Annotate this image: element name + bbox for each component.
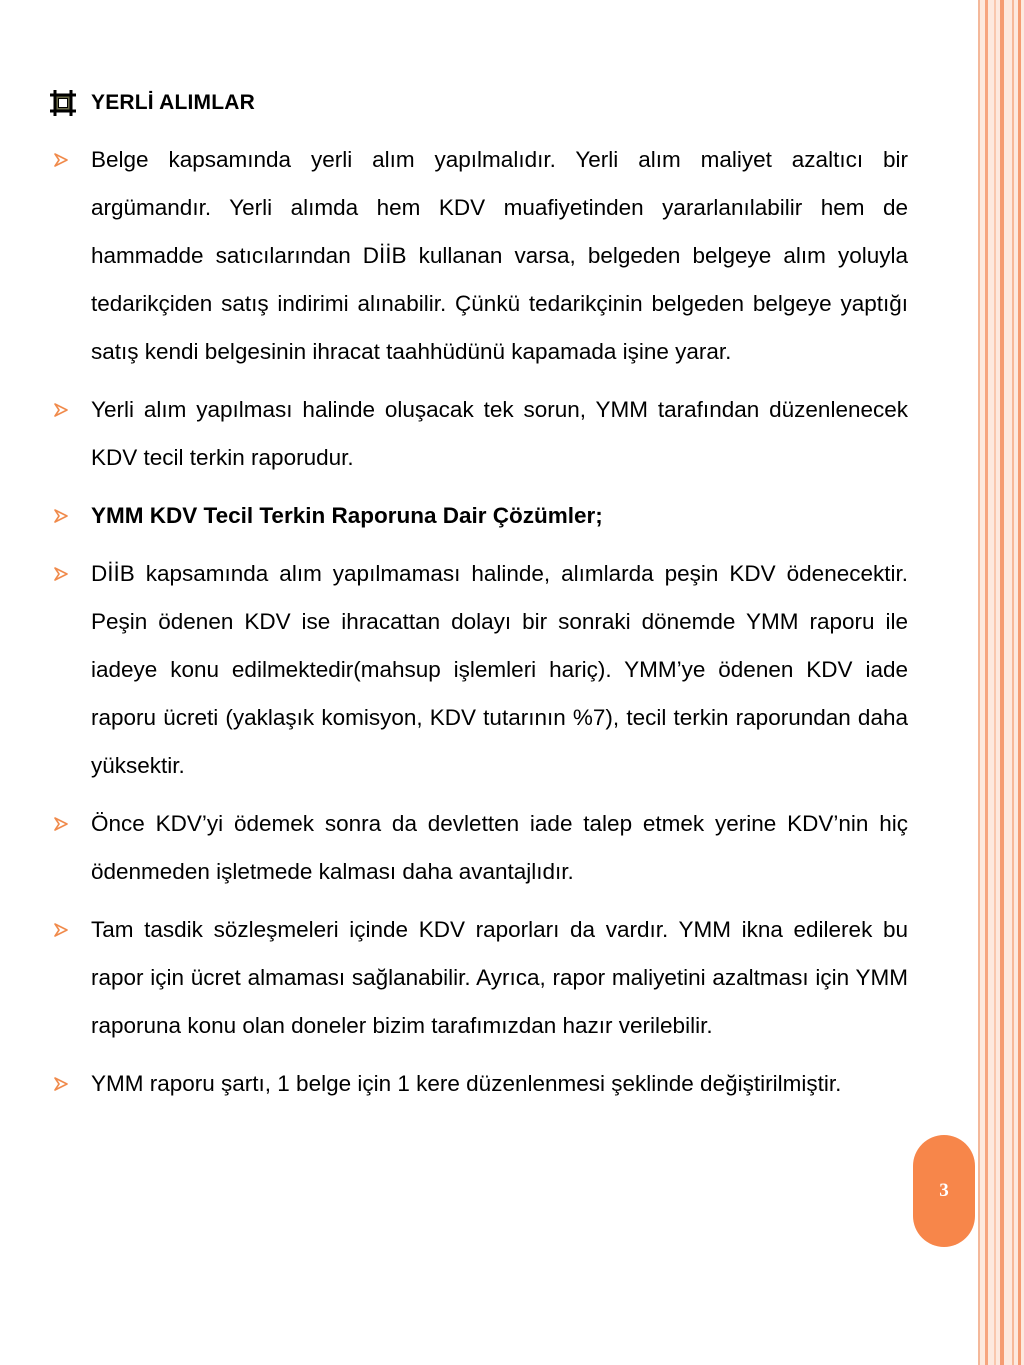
- list-item: [50, 550, 908, 790]
- arrow-bullet-icon: [50, 386, 91, 434]
- list-item: [50, 386, 908, 482]
- arrow-bullet-icon: [50, 136, 91, 184]
- bullet-text: DİİB kapsamında alım yapılmaması halinde, alımlarda peşin KDV ödenecektir. Peşin ödenen KDV ise ihracattan dolayı bir sonraki dönemde YMM raporu ile iadeye konu edilmektedir(mahsup işlemleri hariç). YMM’ye ödenen KDV iade raporu ücreti (yaklaşık komisyon, KDV tutarının %7), tecil terkin raporundan daha yüksektir.: [91, 561, 908, 778]
- bullet-text: YMM raporu şartı, 1 belge için 1 kere düzenlenmesi şeklinde değiştirilmiştir.: [91, 1071, 842, 1096]
- arrow-bullet-icon: [50, 492, 91, 540]
- border-stripe: [994, 0, 996, 1365]
- arrow-bullet-icon: [50, 906, 91, 954]
- list-item: [50, 136, 908, 376]
- arrow-bullet-icon: [50, 1060, 91, 1108]
- border-stripe: [1012, 0, 1014, 1365]
- border-stripe: [1000, 0, 1004, 1365]
- section-heading: [50, 82, 908, 124]
- bullet-text: Önce KDV’yi ödemek sonra da devletten iade talep etmek yerine KDV’nin hiç ödenmeden işletmede kalması daha avantajlıdır.: [91, 811, 908, 884]
- list-item: [50, 800, 908, 896]
- page-number-badge: [913, 1135, 975, 1247]
- list-item: [50, 492, 908, 540]
- slide-content: [50, 82, 908, 1118]
- arrow-bullet-icon: [50, 550, 91, 598]
- border-stripe: [985, 0, 988, 1365]
- bullet-text: YMM KDV Tecil Terkin Raporuna Dair Çözümler;: [91, 503, 603, 528]
- arrow-bullet-icon: [50, 800, 91, 848]
- bullet-text: Belge kapsamında yerli alım yapılmalıdır. Yerli alım maliyet azaltıcı bir argümandır. Yerli alımda hem KDV muafiyetinden yararlanılabilir hem de hammadde satıcılarından DİİB kullanan varsa, belgeden belgeye alım yoluyla tedarikçiden satış indirimi alınabilir. Çünkü tedarikçinin belgeden belgeye yaptığı satış kendi belgesinin ihracat taahhüdünü kapamada işine yarar.: [91, 147, 908, 364]
- border-stripe: [1018, 0, 1021, 1365]
- border-stripe: [978, 0, 980, 1365]
- page-number: 3: [939, 1180, 949, 1201]
- bullet-list: [50, 136, 908, 1108]
- list-item: [50, 906, 908, 1050]
- heading-title: YERLİ ALIMLAR: [91, 91, 255, 114]
- crop-marks-icon: [50, 90, 76, 116]
- bullet-text: Yerli alım yapılması halinde oluşacak tek sorun, YMM tarafından düzenlenecek KDV tecil terkin raporudur.: [91, 397, 908, 470]
- list-item: [50, 1060, 908, 1108]
- bullet-text: Tam tasdik sözleşmeleri içinde KDV raporları da vardır. YMM ikna edilerek bu rapor için ücret almaması sağlanabilir. Ayrıca, rapor maliyetini azaltması için YMM raporuna konu olan doneler bizim tarafımızdan hazır verilebilir.: [91, 917, 908, 1038]
